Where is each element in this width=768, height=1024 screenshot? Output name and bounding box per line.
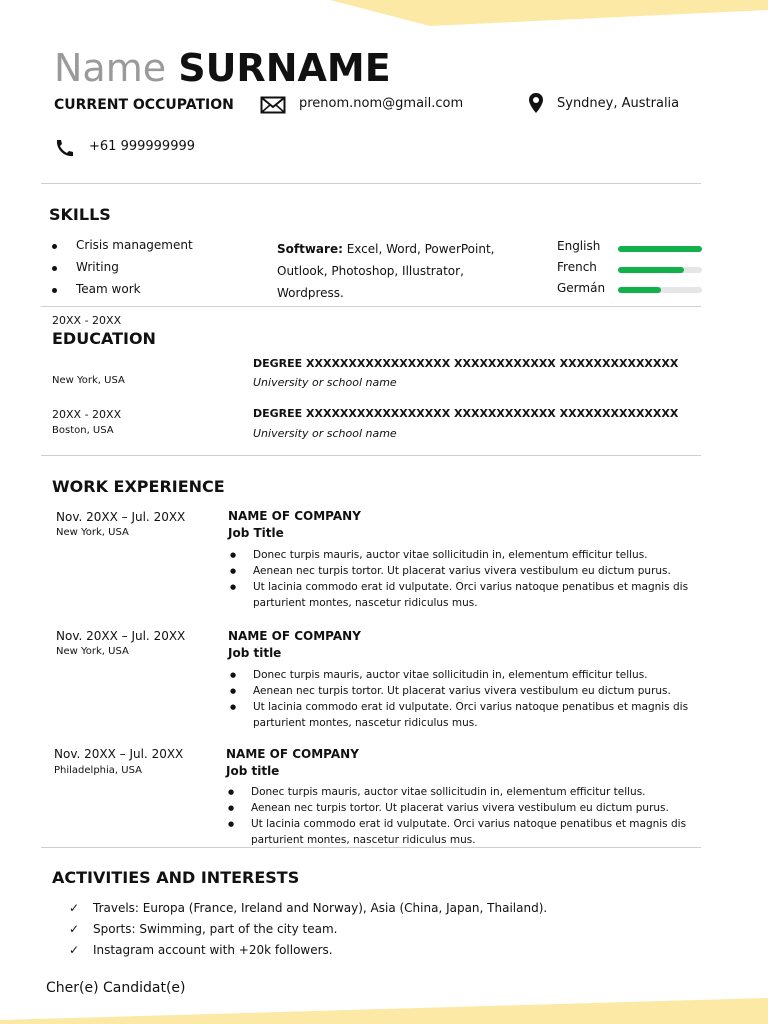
company-name: NAME OF COMPANY	[226, 747, 359, 761]
list-item: ✓ Sports: Swimming, part of the city team.	[69, 919, 689, 940]
list-item: ● Aenean nec turpis tortor. Ut placerat varius vivera vestibulum eu dictum purus.	[228, 563, 698, 579]
language-level-fill	[618, 246, 702, 252]
bullet-icon	[52, 244, 57, 249]
language-name: English	[557, 239, 601, 253]
skills-list	[52, 238, 252, 304]
job-title: Job Title	[228, 526, 284, 540]
language-skills	[557, 239, 703, 301]
language-level-bar	[618, 246, 702, 252]
activities-heading: ACTIVITIES AND INTERESTS	[52, 868, 300, 887]
company-name: NAME OF COMPANY	[228, 509, 361, 523]
email-address[interactable]: prenom.nom@gmail.com	[299, 96, 464, 111]
list-item: ✓ Travels: Europa (France, Ireland and Norway), Asia (China, Japan, Thailand).	[69, 898, 689, 919]
phone-icon	[54, 139, 74, 157]
language-level-fill	[618, 287, 661, 293]
language-level-bar	[618, 287, 702, 293]
job-bullets	[226, 784, 698, 848]
education-heading: EDUCATION	[52, 329, 156, 348]
job-dates: Nov. 20XX – Jul. 20XX	[56, 510, 186, 524]
skill-item: Team work	[52, 282, 252, 304]
job-dates: Nov. 20XX – Jul. 20XX	[54, 747, 184, 761]
job-location: Philadelphia, USA	[54, 765, 142, 776]
school-name: University or school name	[253, 376, 397, 389]
candidate-name	[54, 45, 391, 91]
job-title: Job title	[228, 646, 282, 660]
first-name: Name	[54, 46, 167, 90]
activities-list	[69, 898, 689, 961]
bullet-icon	[52, 266, 57, 271]
list-item: ● Aenean nec turpis tortor. Ut placerat varius vivera vestibulum eu dictum purus.	[226, 800, 698, 816]
education-dates: 20XX - 20XX	[52, 408, 122, 421]
software-skills: Software: Excel, Word, PowerPoint, Outlook, Photoshop, Illustrator, Wordpress.	[277, 242, 495, 300]
divider	[41, 455, 701, 456]
list-item: ● Ut lacinia commodo erat id vulputate. Orci varius natoque penatibus et magnis dis parturient montes, nascetur ridiculus mus.	[228, 699, 698, 731]
work-experience-heading: WORK EXPERIENCE	[52, 477, 225, 496]
list-item: ● Donec turpis mauris, auctor vitae sollicitudin in, elementum efficitur tellus.	[226, 784, 698, 800]
list-item: ● Donec turpis mauris, auctor vitae sollicitudin in, elementum efficitur tellus.	[228, 667, 698, 683]
list-item: ● Ut lacinia commodo erat id vulputate. Orci varius natoque penatibus et magnis dis parturient montes, nascetur ridiculus mus.	[226, 816, 698, 848]
job-dates: Nov. 20XX – Jul. 20XX	[56, 629, 186, 643]
job-location: New York, USA	[56, 646, 129, 657]
language-name: French	[557, 260, 597, 274]
last-name: SURNAME	[178, 46, 391, 90]
location: Syndney, Australia	[557, 96, 680, 111]
education-dates: 20XX - 20XX	[52, 314, 122, 327]
language-name: Germán	[557, 281, 606, 295]
list-item: ● Aenean nec turpis tortor. Ut placerat varius vivera vestibulum eu dictum purus.	[228, 683, 698, 699]
top-accent-stripe	[0, 0, 768, 40]
school-name: University or school name	[253, 427, 397, 440]
divider	[41, 306, 701, 307]
company-name: NAME OF COMPANY	[228, 629, 361, 643]
degree-title: DEGREE XXXXXXXXXXXXXXXXX XXXXXXXXXXXX XXXXXXXXXXXXXX	[253, 407, 679, 420]
bullet-icon	[52, 288, 57, 293]
list-item: ● Donec turpis mauris, auctor vitae sollicitudin in, elementum efficitur tellus.	[228, 547, 698, 563]
job-bullets	[228, 547, 698, 611]
job-location: New York, USA	[56, 527, 129, 538]
language-level-fill	[618, 267, 684, 273]
skill-item: Writing	[52, 260, 252, 282]
current-occupation: CURRENT OCCUPATION	[54, 97, 234, 113]
software-label: Software:	[277, 242, 343, 256]
job-title: Job title	[226, 764, 280, 778]
job-bullets	[228, 667, 698, 731]
divider	[41, 183, 701, 184]
language-level-bar	[618, 267, 702, 273]
envelope-icon	[260, 96, 286, 114]
degree-title: DEGREE XXXXXXXXXXXXXXXXX XXXXXXXXXXXX XXXXXXXXXXXXXX	[253, 357, 679, 370]
education-place: New York, USA	[52, 375, 125, 386]
phone-number[interactable]: +61 999999999	[89, 139, 196, 154]
signature: Cher(e) Candidat(e)	[46, 980, 186, 996]
skills-heading: SKILLS	[49, 205, 111, 224]
list-item: ✓ Instagram account with +20k followers.	[69, 940, 689, 961]
education-place: Boston, USA	[52, 425, 114, 436]
skill-item: Crisis management	[52, 238, 252, 260]
list-item: ● Ut lacinia commodo erat id vulputate. Orci varius natoque penatibus et magnis dis parturient montes, nascetur ridiculus mus.	[228, 579, 698, 611]
map-pin-icon	[528, 92, 544, 114]
divider	[41, 847, 701, 848]
